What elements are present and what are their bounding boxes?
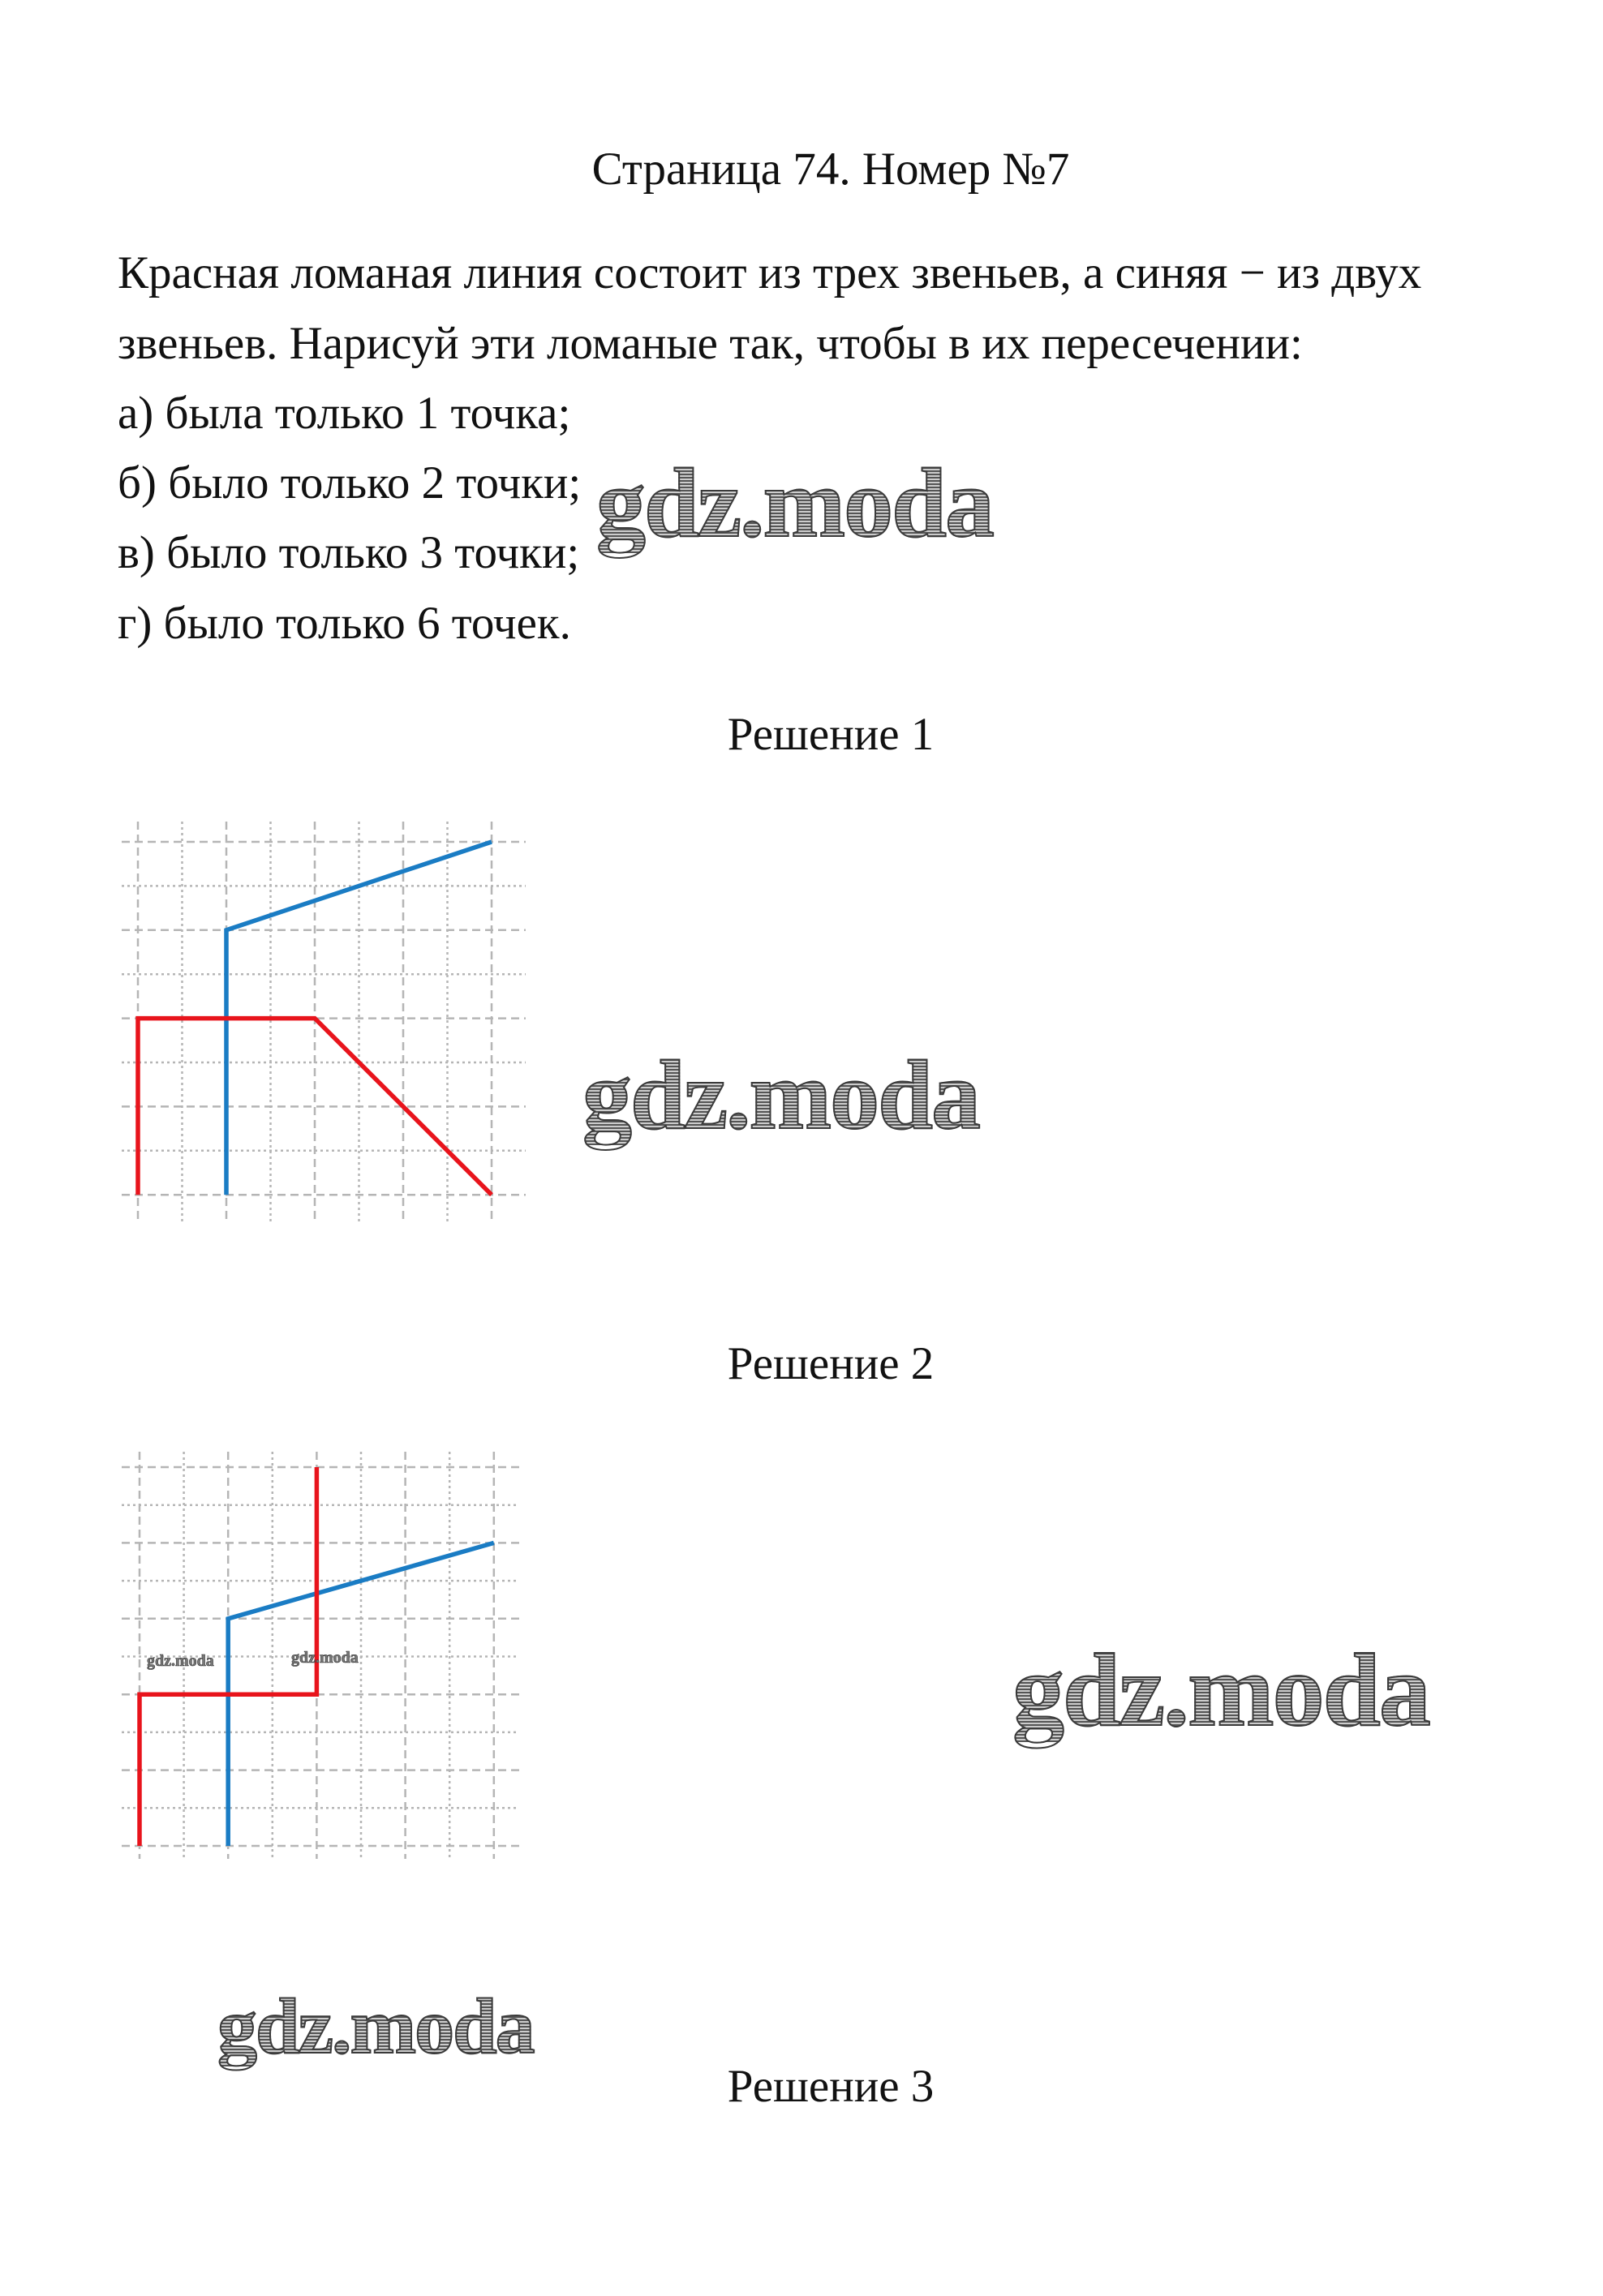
watermark: gdz.moda bbox=[1012, 1633, 1429, 1748]
solution-2-heading: Решение 2 bbox=[727, 1338, 935, 1389]
solution-1-heading: Решение 1 bbox=[727, 709, 935, 760]
watermark-small: gdz.moda bbox=[147, 1652, 214, 1670]
task-item-a: а) была только 1 точка; bbox=[118, 388, 571, 439]
watermark: gdz.moda bbox=[596, 448, 993, 558]
solution-1-figure bbox=[122, 822, 526, 1223]
task-item-b: б) было только 2 точки; bbox=[118, 457, 582, 509]
task-item-d: г) было только 6 точек. bbox=[118, 598, 571, 649]
watermark: gdz.moda bbox=[582, 1041, 979, 1150]
page-title: Страница 74. Номер №7 bbox=[591, 144, 1070, 195]
watermark: gdz.moda bbox=[217, 1983, 534, 2071]
task-item-c: в) было только 3 точки; bbox=[118, 527, 580, 578]
solution-3-heading: Решение 3 bbox=[727, 2061, 935, 2112]
task-line-2: звеньев. Нарисуй эти ломаные так, чтобы в их пересечении: bbox=[118, 318, 1303, 369]
task-line-1: Красная ломаная линия состоит из трех звеньев, а синяя − из двух bbox=[118, 247, 1422, 298]
watermark-small: gdz.moda bbox=[291, 1649, 359, 1667]
